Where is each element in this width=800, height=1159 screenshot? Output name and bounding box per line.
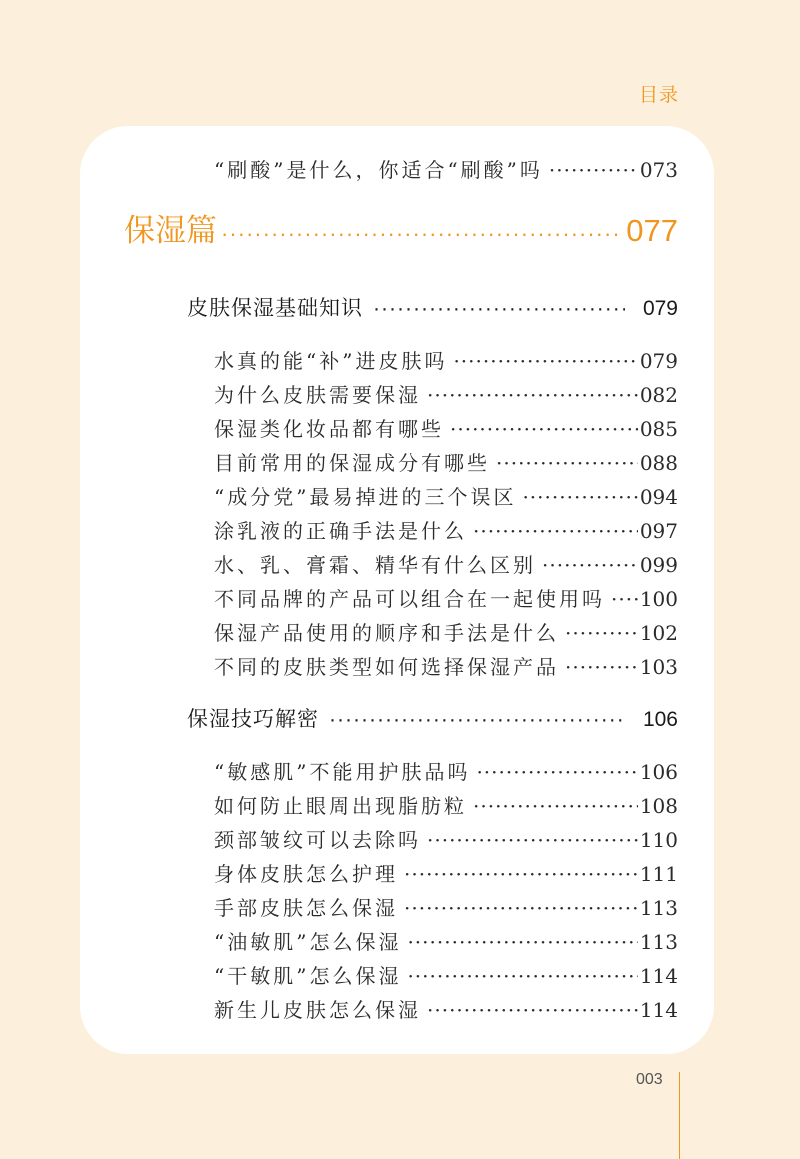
- part-title: 保湿篇: [124, 213, 217, 248]
- entry-page: 088: [639, 451, 678, 475]
- leader-dots: [373, 297, 625, 321]
- entry-title: 涂乳液的正确手法是什么: [214, 519, 467, 543]
- leader-dots: [611, 587, 638, 611]
- entry-page: 082: [639, 383, 678, 407]
- leader-dots: [522, 485, 637, 509]
- leader-dots: [450, 417, 638, 441]
- leader-dots: [473, 519, 638, 543]
- entry-page: 114: [639, 964, 678, 988]
- toc-entry[interactable]: [214, 756, 678, 785]
- entry-title: 保湿类化妆品都有哪些: [214, 417, 444, 441]
- section-heading[interactable]: [187, 703, 678, 733]
- leader-dots: [453, 349, 637, 373]
- entry-title: “刷酸”是什么，你适合“刷酸”吗: [214, 158, 543, 182]
- entry-title: 不同的皮肤类型如何选择保湿产品: [214, 655, 559, 679]
- leader-dots: [427, 383, 638, 407]
- entry-page: 079: [639, 349, 678, 373]
- entry-title: 颈部皱纹可以去除吗: [214, 828, 421, 852]
- entry-title: 手部皮肤怎么保湿: [214, 896, 398, 920]
- entry-page: 099: [639, 553, 678, 577]
- part-heading[interactable]: [124, 205, 678, 250]
- entry-title: “成分党”最易掉进的三个误区: [214, 485, 517, 509]
- entry-page: 097: [639, 519, 678, 543]
- entry-title: 为什么皮肤需要保湿: [214, 383, 421, 407]
- leader-dots: [496, 451, 638, 475]
- entry-title: 水真的能“补”进皮肤吗: [214, 349, 448, 373]
- entry-title: 保湿产品使用的顺序和手法是什么: [214, 621, 559, 645]
- toc-entry[interactable]: [214, 447, 678, 476]
- section-title: 皮肤保湿基础知识: [187, 297, 363, 320]
- footer-divider: [679, 1072, 680, 1159]
- chapter-header: 目录: [638, 85, 679, 106]
- entry-title: 水、乳、膏霜、精华有什么区别: [214, 553, 536, 577]
- leader-dots: [407, 930, 637, 954]
- leader-dots: [404, 896, 638, 920]
- toc-entry[interactable]: [214, 617, 678, 646]
- leader-dots: [427, 998, 638, 1022]
- toc-entry[interactable]: [214, 994, 678, 1023]
- entry-page: 113: [639, 896, 678, 920]
- entry-title: 新生儿皮肤怎么保湿: [214, 998, 421, 1022]
- leader-dots: [476, 760, 637, 784]
- toc-entry[interactable]: [214, 583, 678, 612]
- leader-dots: [404, 862, 638, 886]
- entry-title: “干敏肌”怎么保湿: [214, 964, 402, 988]
- toc-entry[interactable]: [214, 413, 678, 442]
- leader-dots: [473, 794, 638, 818]
- toc-entry[interactable]: [214, 858, 678, 887]
- entry-page: 113: [639, 930, 678, 954]
- entry-page: 108: [639, 794, 678, 818]
- toc-entry[interactable]: [214, 824, 678, 853]
- section-page: 079: [642, 297, 678, 320]
- toc-entry[interactable]: [214, 892, 678, 921]
- leader-dots: [427, 828, 638, 852]
- entry-title: 如何防止眼周出现脂肪粒: [214, 794, 467, 818]
- toc-entry[interactable]: [214, 154, 678, 183]
- entry-page: 085: [639, 417, 678, 441]
- toc-entry[interactable]: [214, 926, 678, 955]
- part-page: 077: [626, 213, 678, 248]
- entry-page: 106: [639, 760, 678, 784]
- page-number: 003: [636, 1071, 663, 1088]
- entry-page: 114: [639, 998, 678, 1022]
- section-title: 保湿技巧解密: [187, 708, 319, 731]
- entry-page: 110: [639, 828, 678, 852]
- section-page: 106: [642, 708, 678, 731]
- toc-entry[interactable]: [214, 379, 678, 408]
- toc-entry[interactable]: [214, 790, 678, 819]
- toc-entry[interactable]: [214, 960, 678, 989]
- entry-page: 102: [639, 621, 678, 645]
- entry-title: “敏感肌”不能用护肤品吗: [214, 760, 471, 784]
- leader-dots: [565, 655, 638, 679]
- entry-title: “油敏肌”怎么保湿: [214, 930, 402, 954]
- leader-dots: [565, 621, 638, 645]
- entry-title: 身体皮肤怎么护理: [214, 862, 398, 886]
- toc-entry[interactable]: [214, 651, 678, 680]
- toc-entry[interactable]: [214, 481, 678, 510]
- section-heading[interactable]: [187, 292, 678, 322]
- toc-entry[interactable]: [214, 549, 678, 578]
- toc-entry[interactable]: [214, 345, 678, 374]
- leader-dots: [407, 964, 637, 988]
- leader-dots: [221, 221, 618, 247]
- entry-page: 100: [639, 587, 678, 611]
- toc-entry[interactable]: [214, 515, 678, 544]
- entry-page: 094: [639, 485, 678, 509]
- leader-dots: [542, 553, 638, 577]
- entry-title: 不同品牌的产品可以组合在一起使用吗: [214, 587, 605, 611]
- leader-dots: [549, 158, 638, 182]
- entry-title: 目前常用的保湿成分有哪些: [214, 451, 490, 475]
- entry-page: 073: [639, 158, 678, 182]
- entry-page: 111: [639, 862, 678, 886]
- entry-page: 103: [639, 655, 678, 679]
- leader-dots: [329, 708, 625, 732]
